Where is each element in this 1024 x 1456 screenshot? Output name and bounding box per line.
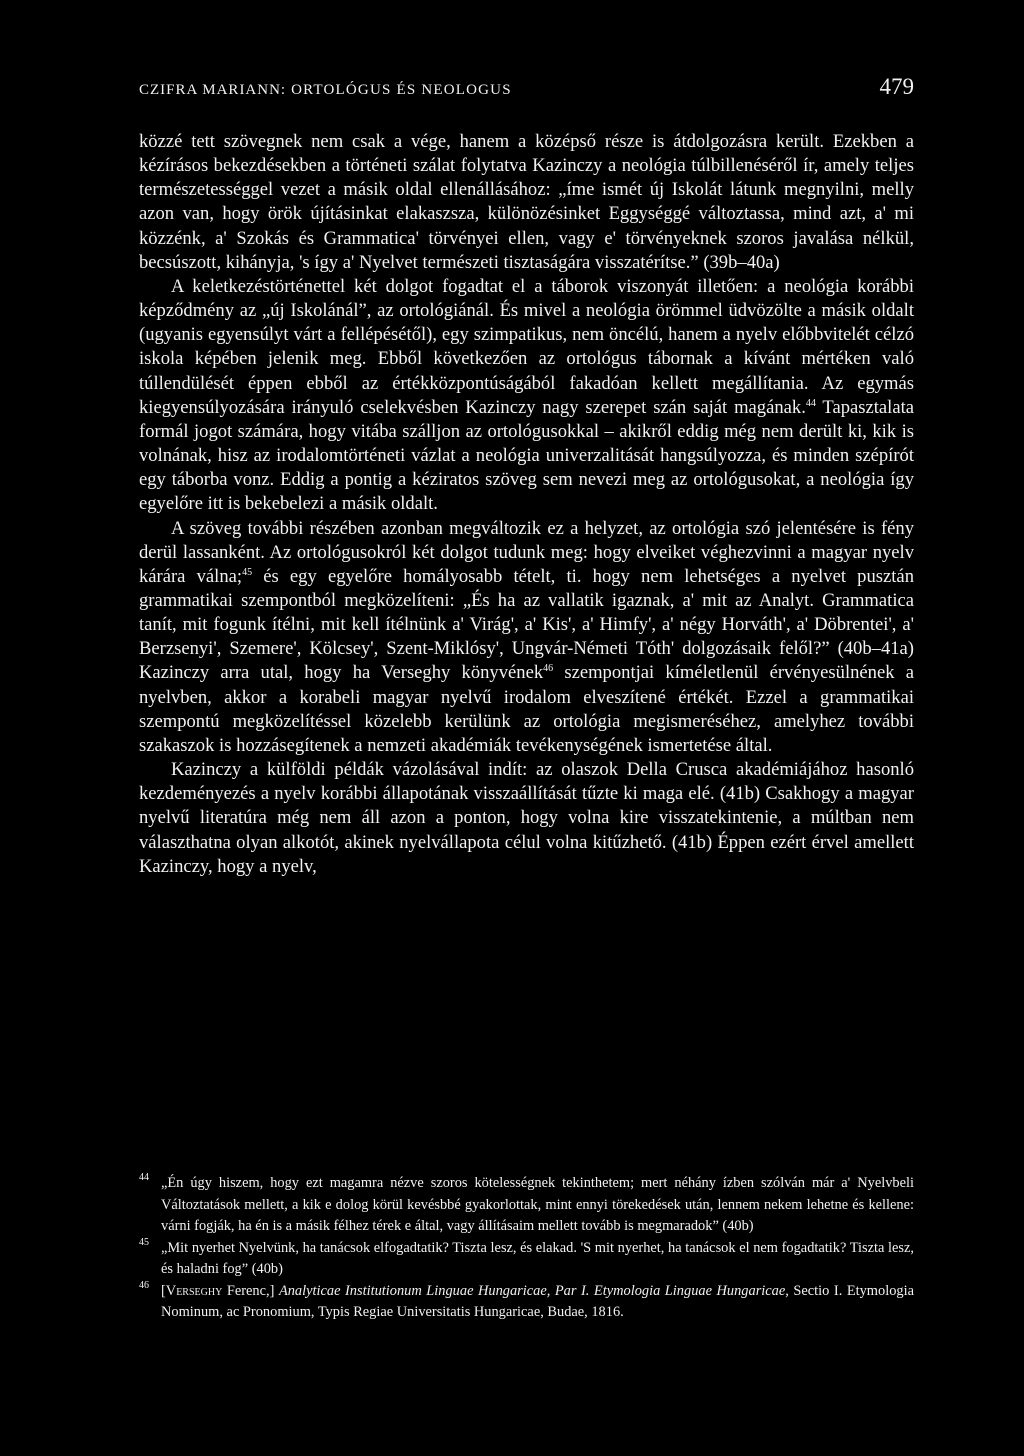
running-title xyxy=(139,82,512,99)
footnote-bracket: [ xyxy=(161,1282,166,1299)
paragraph-1: közzé tett szövegnek nem csak a vége, hanem a középső része is átdolgozásra került. Ezekben a kézírásos bekezdésekben a történeti szálat folytatva Kazinczy a neológia túlbillenéséről ír, amely teljes természetességgel vezet a másik oldal ellenállásához: „íme ismét új Iskolát látunk megnyilni, melly azon van, hogy örök újításinkat elakaszsza, különözésinket Eggységgé változtassa, mind azt, a' mi közzénk, a' Szokás és Grammatica' törvényei ellen, vagy e' törvényeknek szoros javalása nélkül, becsúszott, kihányja, 's így a' Nyelvet természeti tisztaságára visszatérítse.” (39b–40a) xyxy=(139,131,914,273)
footnote-ref-46[interactable]: 46 xyxy=(543,663,554,675)
footnote-number: 45 xyxy=(139,1236,149,1248)
footnote-ref-44[interactable]: 44 xyxy=(805,397,816,409)
author-name: CZIFRA MARIANN: xyxy=(139,82,287,98)
footnote-text: „Mit nyerhet Nyelvünk, ha tanácsok elfogadtatik? Tiszta lesz, és elakad. 'S mit nyerhet, ha tanácsok el nem fogadtatik? Tiszta lesz, és haladni fog” (40b) xyxy=(161,1239,914,1277)
article-title: ORTOLÓGUS ÉS NEOLOGUS xyxy=(291,82,512,98)
footnotes xyxy=(139,1173,914,1324)
running-header xyxy=(139,74,914,100)
body-text xyxy=(139,130,914,879)
paragraph-3-text-a: A szöveg további részében azonban megváltozik ez a helyzet, az ortológia szó jelentésére is fény derül lassanként. Az ortológusokról két dolgot tudunk meg: hogy elveiket véghezvinni a magyar nyelv kárára válna; xyxy=(139,517,914,587)
paragraph-2-text-a: A keletkezéstörténettel két dolgot fogadtat el a táborok viszonyát illetően: a neológia korábbi képződmény az „új Iskolánál”, az ortológiánál. És mivel a neológia örömmel üdvözölte a másik oldalt (ugyanis egyensúlyt várt a fellépésétől), egy szimpatikus, nem öncélú, hanem a nyelv előbbvitelét célzó iskola képében jelenik meg. Ebből következően az ortológus tábornak a kívánt mértéken való túllendülését éppen ebből az értékközpontúságából fakadóan kellett megállítania. Az egymás kiegyensúlyozására irányuló cselekvésben Kazinczy nagy szerepet szán saját magának. xyxy=(139,275,914,418)
footnote-number: 44 xyxy=(139,1172,149,1183)
footnote-ref-45[interactable]: 45 xyxy=(242,566,253,578)
footnote-author: Verseghy xyxy=(165,1282,223,1299)
footnote-46 xyxy=(139,1281,914,1324)
paragraph-2 xyxy=(139,275,914,517)
paragraph-2-text-b: Tapasztalata formál jogot számára, hogy vitába szálljon az ortológusokkal – akikről eddig még nem derült ki, kik is volnának, hisz az irodalomtörténeti vázlat a neológia univerzalitását hangsúlyozza, és minden szépírót egy táborba vonz. Eddig a pontig a kéziratos szöveg sem nevezi meg az ortológusokat, a neológia így egyelőre itt is bekebelezi a másik oldalt. xyxy=(139,396,914,515)
footnote-tail: Sectio I. Etymologia Nominum, ac Pronomium, Typis Regiae Universitatis Hungaricae, Budae, 1816. xyxy=(161,1282,914,1320)
paragraph-3 xyxy=(139,517,914,759)
paragraph-4: Kazinczy a külföldi példák vázolásával indít: az olaszok Della Crusca akadémiájához hasonló kezdeményezés a nyelv korábbi állapotának visszaállítását tűzte ki maga elé. (41b) Csakhogy a magyar nyelvű literatúra még nem áll azon a ponton, hogy volna kire visszatekintenie, a múltban nem választhatna olyan alkotót, akinek nyelvállapota célul volna kitűzhető. (41b) Éppen ezért érvel amellett Kazinczy, hogy a nyelv, xyxy=(139,759,914,877)
footnote-45 xyxy=(139,1238,914,1281)
footnote-text: „Én úgy hiszem, hogy ezt magamra nézve szoros kötelességnek tekinthetem; mert néhány ízben szólván már a' Nyelvbeli Változtatások mellett, a kik e dolog körül kevésbbé gyakorlottak, mint ennyi törekedések után, lennem nekem lehetne és kellene: várni fogják, ha én is a másik félhez térek e által, vagy állításaim mellett tovább is megmaradok” (40b) xyxy=(161,1175,914,1234)
footnote-author-rest: Ferenc,] xyxy=(222,1282,279,1299)
page-number: 479 xyxy=(879,74,914,99)
footnote-44 xyxy=(139,1173,914,1238)
paragraph-3-text-c: szempontjai kíméletlenül érvényesülnének a nyelvben, akkor a korabeli magyar nyelvű irodalom elveszítené értékét. Ezzel a grammatikai szempontú megközelítéssel közelebb kerülünk az ortológia megismeréséhez, amelyhez további szakaszok is hozzásegítenek a nemzeti akadémiák tevékenységének ismertetése által. xyxy=(139,662,914,756)
paragraph-3-text-b: és egy egyelőre homályosabb tételt, ti. hogy nem lehetséges a nyelvet pusztán grammatikai szempontból megközelíteni: „És ha az vallatik igaznak, a' mit az Analyt. Grammatica tanít, mit fogunk ítélni, mit kell ítélnünk a' Virág', a' Kis', a' Himfy', a' négy Horváth', a' Döbrentei', a' Berzsenyi', Szemere', Kölcsey', Szent-Miklósy', Ungvár-Németi Tóth' dolgozásaik felől?” (40b–41a) Kazinczy arra utal, hogy ha Verseghy könyvének xyxy=(139,565,914,684)
footnote-number: 46 xyxy=(139,1279,149,1291)
footnote-book-title: Analyticae Institutionum Linguae Hungaricae, Par I. Etymologia Linguae Hungaricae, xyxy=(278,1282,789,1299)
